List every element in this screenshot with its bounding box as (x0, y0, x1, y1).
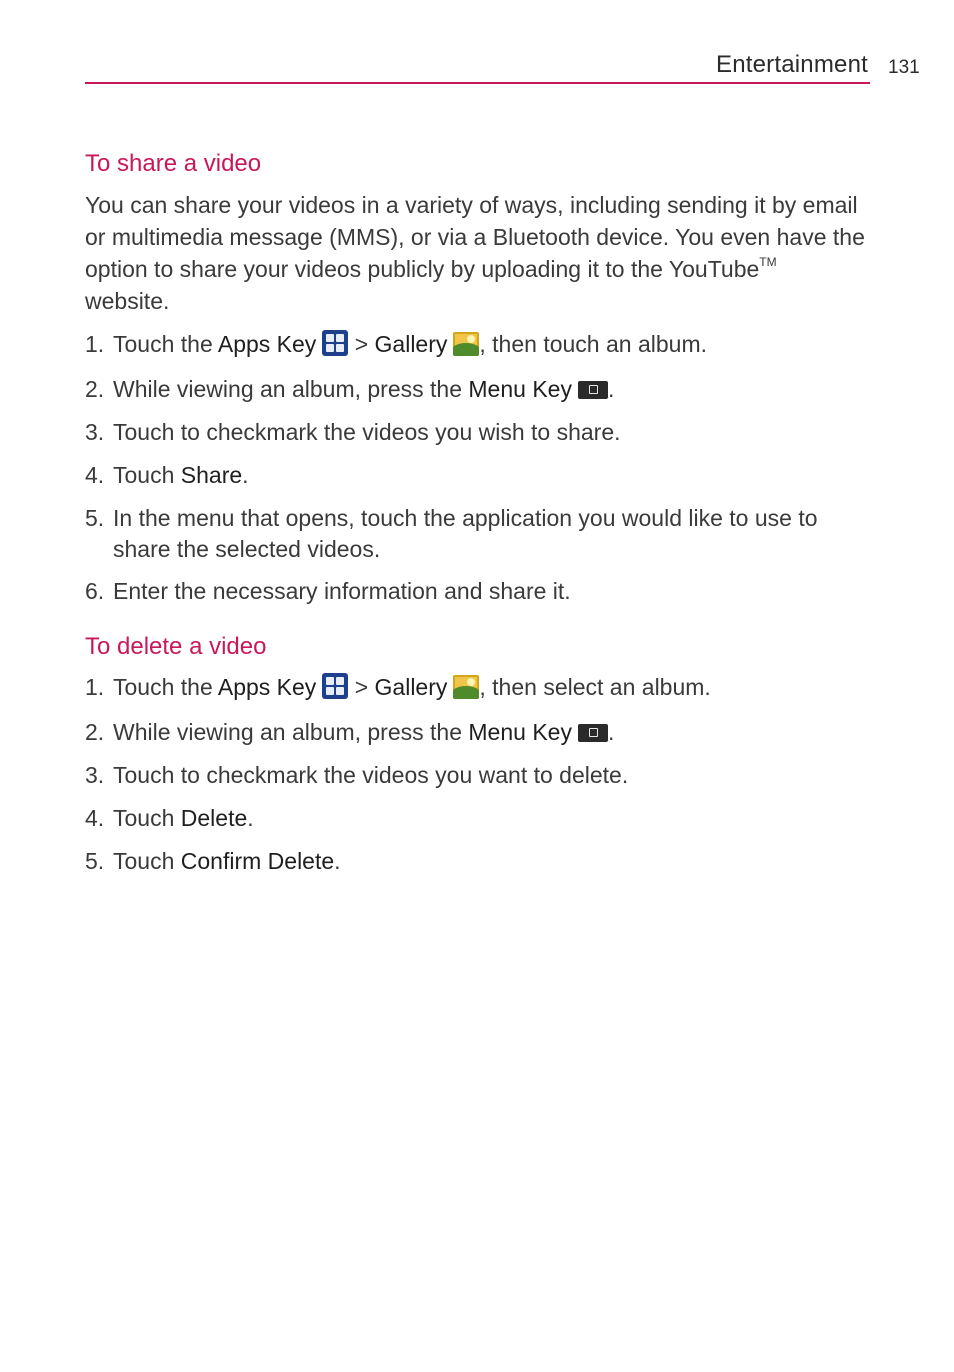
step-text: Touch to checkmark the videos you wish to share. (113, 419, 621, 445)
step-text-end: . (247, 805, 254, 831)
step-text: Touch to checkmark the videos you want to delete. (113, 762, 629, 788)
apps-key-icon (322, 673, 348, 699)
intro-text: You can share your videos in a variety of ways, including sending it by email or multimedia message (MMS), or via a Bluetooth device. You even have the option to share your videos publicly by uploading it to the YouTube (85, 192, 865, 282)
menu-key-icon (578, 724, 608, 742)
menu-key-icon (578, 381, 608, 399)
gallery-label: Gallery (374, 674, 448, 700)
trademark-mark: TM (759, 255, 777, 270)
step-separator: > (348, 674, 375, 700)
intro-end: website. (85, 288, 170, 314)
delete-step-5 (85, 846, 870, 877)
step-text: Touch the (113, 674, 218, 700)
step-text-end: . (242, 462, 249, 488)
step-text-end: , then select an album. (479, 674, 711, 700)
step-separator: > (348, 331, 375, 357)
gallery-label: Gallery (374, 331, 448, 357)
step-number: 2. (85, 376, 105, 402)
step-text: Touch (113, 462, 181, 488)
share-step-3 (85, 417, 870, 448)
share-step-2 (85, 374, 870, 405)
share-step-5 (85, 503, 870, 565)
step-number: 5. (85, 505, 105, 531)
step-text-end: . (607, 376, 615, 402)
step-number: 1. (85, 331, 105, 357)
step-text: Enter the necessary information and share it. (113, 578, 571, 604)
step-number: 3. (85, 762, 105, 788)
chapter-title: Entertainment (715, 51, 868, 78)
gallery-icon (453, 675, 479, 699)
page-number: 131 (888, 57, 920, 78)
step-text: Touch (113, 848, 181, 874)
step-number: 3. (85, 419, 105, 445)
step-text: Touch the (113, 331, 218, 357)
delete-video-heading: To delete a video (85, 633, 267, 660)
share-step-6 (85, 576, 870, 607)
step-text: In the menu that opens, touch the application you would like to use to share the selected videos. (113, 505, 818, 562)
delete-option-label: Delete (180, 805, 248, 831)
step-text: While viewing an album, press the (113, 719, 469, 745)
step-text-end: . (334, 848, 341, 874)
step-number: 5. (85, 848, 105, 874)
share-intro-paragraph (85, 189, 875, 317)
apps-key-icon (322, 330, 348, 356)
share-step-4 (85, 460, 870, 491)
delete-step-3 (85, 760, 870, 791)
delete-step-2 (85, 717, 870, 748)
step-number: 4. (85, 805, 105, 831)
menu-key-label: Menu Key (468, 719, 572, 745)
menu-key-label: Menu Key (468, 376, 572, 402)
step-number: 2. (85, 719, 105, 745)
apps-key-label: Apps Key (217, 331, 317, 357)
step-number: 6. (85, 578, 105, 604)
step-text: Touch (113, 805, 181, 831)
delete-step-1 (85, 672, 870, 703)
step-number: 4. (85, 462, 105, 488)
step-text-end: . (607, 719, 615, 745)
share-step-1 (85, 329, 870, 360)
share-video-heading: To share a video (85, 150, 262, 177)
page-header (85, 50, 870, 84)
gallery-icon (453, 332, 479, 356)
share-option-label: Share (180, 462, 243, 488)
delete-step-4 (85, 803, 870, 834)
step-text-end: , then touch an album. (479, 331, 707, 357)
confirm-delete-label: Confirm Delete (180, 848, 335, 874)
step-text: While viewing an album, press the (113, 376, 469, 402)
apps-key-label: Apps Key (217, 674, 317, 700)
step-number: 1. (85, 674, 105, 700)
